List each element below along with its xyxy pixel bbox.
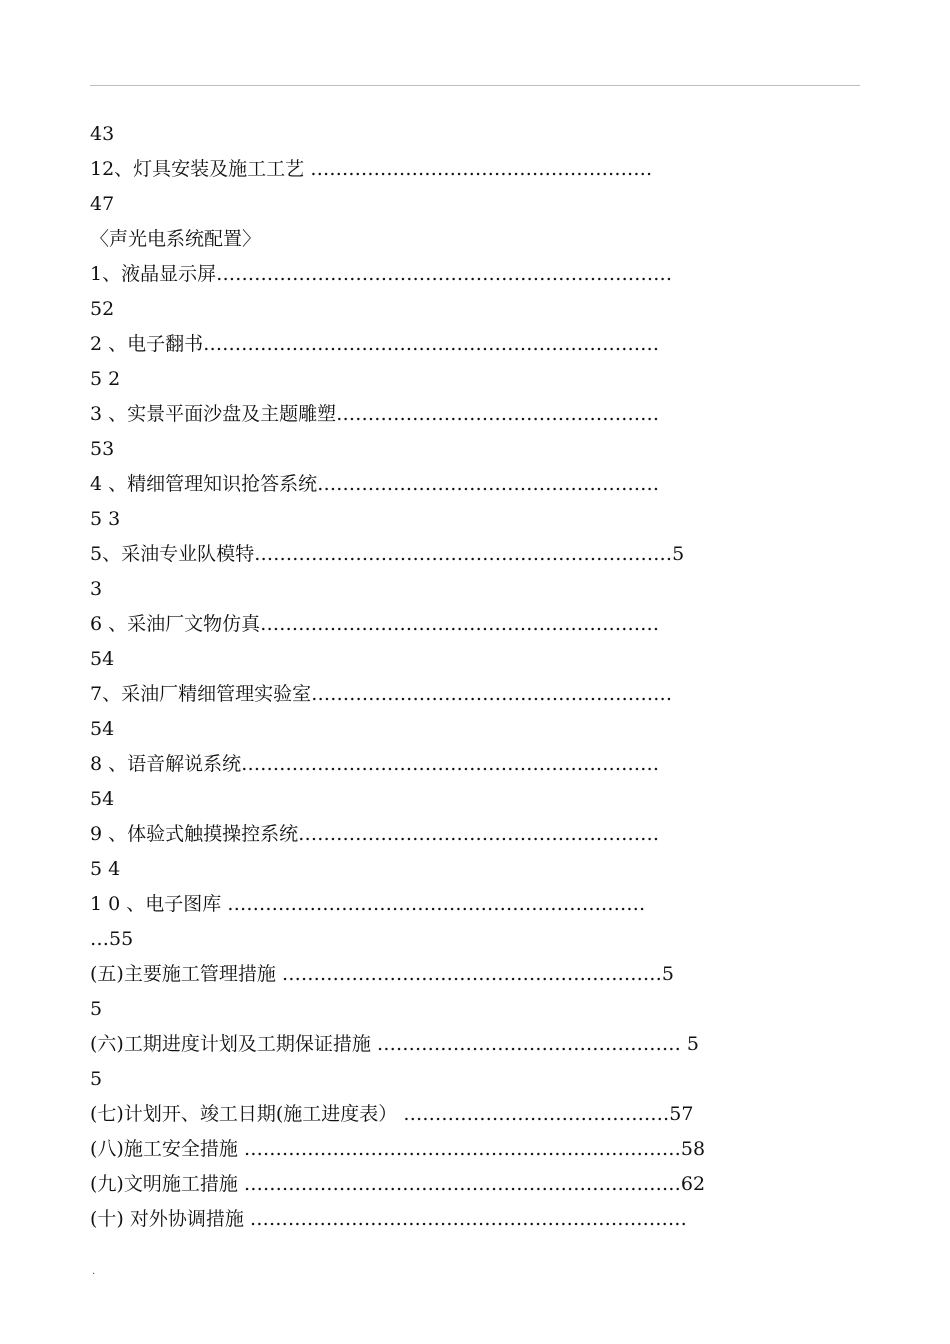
toc-line: 5 4: [90, 858, 121, 880]
toc-line: 6 、采油厂文物仿真………………………………………………………: [90, 613, 660, 635]
toc-line: 54: [90, 788, 115, 810]
toc-line: 52: [90, 298, 115, 320]
footer-mark: .: [92, 1266, 96, 1277]
toc-line: 1 0 、电子图库 …………………………………………………………: [90, 893, 646, 915]
toc-line: 2 、电子翻书………………………………………………………………: [90, 333, 660, 355]
toc-line: 7、采油厂精细管理实验室…………………………………………………: [90, 683, 673, 705]
toc-line: 5 3: [90, 508, 121, 530]
toc-line: 〈声光电系统配置〉: [90, 228, 262, 250]
toc-line: 43: [90, 123, 115, 145]
toc-line: 53: [90, 438, 115, 460]
toc-line: (六)工期进度计划及工期保证措施 ………………………………………… 5: [90, 1033, 699, 1055]
toc-line: (八)施工安全措施 ……………………………………………………………58: [90, 1138, 706, 1160]
toc-line: …55: [90, 928, 134, 950]
toc-line: 5: [90, 1068, 103, 1090]
header-rule: [90, 85, 860, 86]
table-of-contents: [90, 120, 860, 1240]
toc-line: (九)文明施工措施 ……………………………………………………………62: [90, 1173, 706, 1195]
toc-line: 5 2: [90, 368, 121, 390]
toc-line: (五)主要施工管理措施 ……………………………………………………5: [90, 963, 674, 985]
toc-line: 4 、精细管理知识抢答系统………………………………………………: [90, 473, 660, 495]
toc-line: (七)计划开、竣工日期(施工进度表） ……………………………………57: [90, 1103, 694, 1125]
toc-line: 9 、体验式触摸操控系统…………………………………………………: [90, 823, 660, 845]
toc-line: 8 、语音解说系统…………………………………………………………: [90, 753, 660, 775]
toc-line: 3 、实景平面沙盘及主题雕塑……………………………………………: [90, 403, 660, 425]
toc-line: 1、液晶显示屏………………………………………………………………: [90, 263, 673, 285]
toc-line: 12、灯具安装及施工工艺 ………………………………………………: [90, 158, 653, 180]
toc-line: 5: [90, 998, 103, 1020]
toc-line: 3: [90, 578, 103, 600]
toc-line: (十) 对外协调措施 ……………………………………………………………: [90, 1208, 687, 1230]
toc-line: 47: [90, 193, 115, 215]
toc-line: 5、采油专业队模特…………………………………………………………5: [90, 543, 685, 565]
toc-line: 54: [90, 718, 115, 740]
toc-line: 54: [90, 648, 115, 670]
